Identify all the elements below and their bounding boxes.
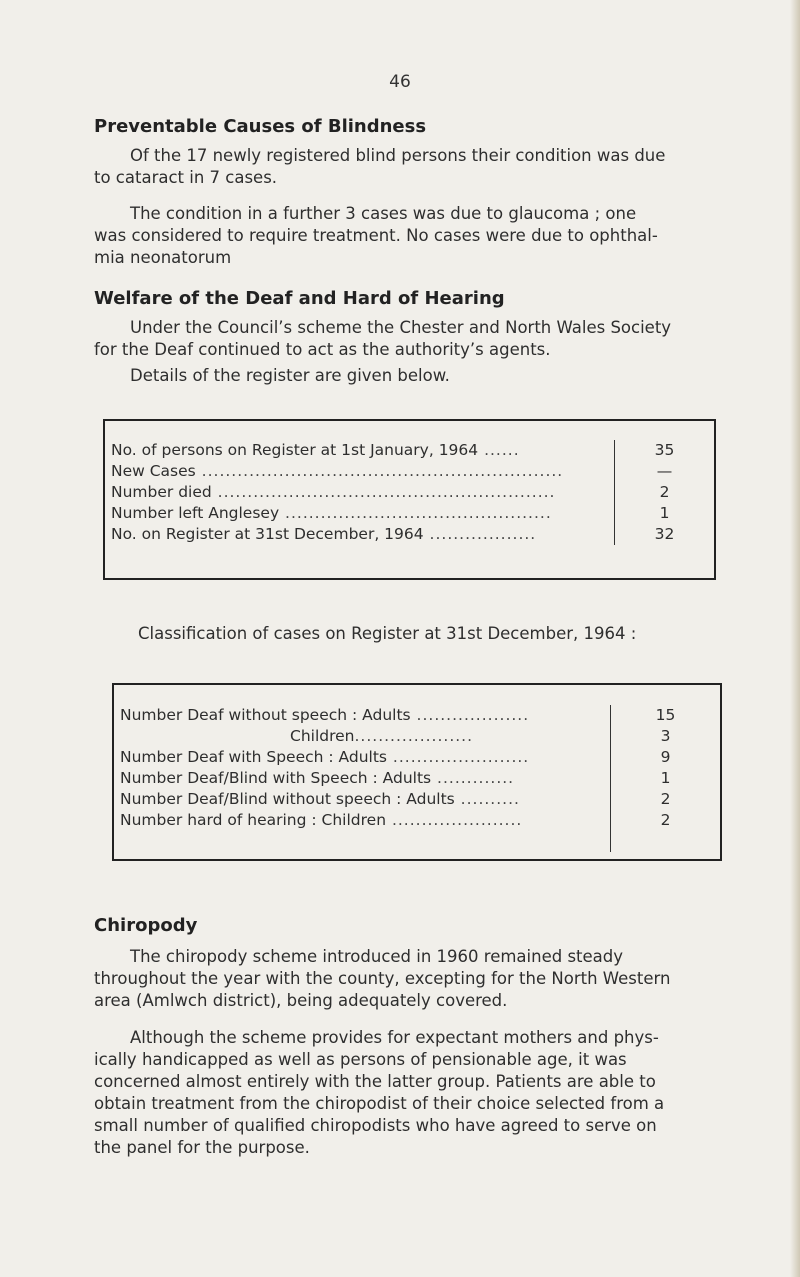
blindness-heading: Preventable Causes of Blindness [94, 116, 427, 137]
table-row [114, 810, 720, 831]
text-line: The condition in a further 3 cases was due to glaucoma ; one [130, 204, 637, 223]
classification-table-right-rule [720, 683, 722, 861]
row-label: Number left Anglesey [111, 504, 280, 522]
text-line: throughout the year with the county, excepting for the North Western [94, 969, 671, 988]
classification-caption [138, 623, 778, 645]
table-cell-value: 2 [660, 811, 671, 829]
chiropody-heading: Chiropody [94, 915, 198, 936]
text-line: Although the scheme provides for expectant mothers and phys- [130, 1028, 659, 1047]
row-label: Number hard of hearing : Children [120, 811, 387, 829]
text-line: area (Amlwch district), being adequately covered. [94, 991, 508, 1010]
table-cell-label: Number hard of hearing : Children ...................... [114, 810, 611, 831]
table-cell-value: 1 [660, 769, 671, 787]
table-cell-value: 3 [660, 727, 671, 745]
text-line: Classification of cases on Register at 31st December, 1964 : [138, 624, 637, 643]
register-table-top-rule [103, 419, 716, 421]
table-cell-value: 15 [655, 706, 676, 724]
table-cell-label: Number Deaf/Blind with Speech : Adults ............. [114, 768, 611, 789]
table-cell-value: 9 [660, 748, 671, 766]
chiropody-paragraph-1 [94, 946, 796, 1012]
text-line: small number of qualified chiropodists who have agreed to serve on [94, 1116, 657, 1135]
table-cell-label: Number left Anglesey ............................................. [105, 503, 615, 524]
register-table [105, 440, 714, 545]
text-line: the panel for the purpose. [94, 1138, 310, 1157]
table-cell-label: Number Deaf with Speech : Adults ....................... [114, 747, 611, 768]
table-cell-label: Number Deaf without speech : Adults ................... [114, 705, 611, 726]
table-cell-value: — [656, 462, 673, 480]
table-row [105, 440, 714, 461]
table-cell-label: No. on Register at 31st December, 1964 .................. [105, 524, 615, 545]
text-line: ically handicapped as well as persons of pensionable age, it was [94, 1050, 627, 1069]
table-row [114, 705, 720, 726]
table-row-spacer [114, 831, 720, 852]
row-label: Number Deaf/Blind without speech : Adults [120, 790, 455, 808]
chiropody-paragraph-2 [94, 1027, 796, 1159]
text-line: obtain treatment from the chiropodist of their choice selected from a [94, 1094, 665, 1113]
table-row [105, 461, 714, 482]
page-number: 46 [389, 72, 411, 92]
deaf-paragraph-2 [94, 365, 796, 387]
text-line: to cataract in 7 cases. [94, 168, 278, 187]
table-cell-label: No. of persons on Register at 1st January, 1964 ...... [105, 440, 615, 461]
row-label: Number died [111, 483, 212, 501]
classification-table-bottom-rule [112, 859, 722, 861]
table-row [114, 789, 720, 810]
row-label: New Cases [111, 462, 196, 480]
text-line: Details of the register are given below. [130, 366, 450, 385]
text-line: was considered to require treatment. No cases were due to ophthal- [94, 226, 658, 245]
text-line: Under the Council’s scheme the Chester and North Wales Society [130, 318, 672, 337]
table-row [105, 503, 714, 524]
row-label: Number Deaf/Blind with Speech : Adults [120, 769, 432, 787]
row-label: Number Deaf with Speech : Adults [120, 748, 387, 766]
blindness-paragraph-2 [94, 203, 796, 269]
table-cell-value: 35 [654, 441, 675, 459]
classification-table [114, 705, 720, 852]
table-cell-label: Children.................... [114, 726, 611, 747]
register-table-right-rule [714, 419, 716, 580]
deaf-heading: Welfare of the Deaf and Hard of Hearing [94, 288, 505, 309]
blindness-paragraph-1 [94, 145, 796, 189]
row-label: No. of persons on Register at 1st January, 1964 [111, 441, 479, 459]
register-table-bottom-rule [103, 578, 716, 580]
table-row [114, 747, 720, 768]
row-label: Children [290, 727, 355, 745]
table-row [105, 524, 714, 545]
table-cell-label: Number Deaf/Blind without speech : Adults .......... [114, 789, 611, 810]
text-line: The chiropody scheme introduced in 1960 remained steady [130, 947, 624, 966]
table-cell-value: 2 [659, 483, 670, 501]
text-line: mia neonatorum [94, 248, 232, 267]
table-row [114, 768, 720, 789]
text-line: concerned almost entirely with the latter group. Patients are able to [94, 1072, 656, 1091]
row-label: Number Deaf without speech : Adults [120, 706, 411, 724]
text-line: Of the 17 newly registered blind persons their condition was due [130, 146, 666, 165]
table-row [114, 726, 720, 747]
table-cell-value: 2 [660, 790, 671, 808]
table-cell-label: Number died ......................................................... [105, 482, 615, 503]
text-line: for the Deaf continued to act as the authority’s agents. [94, 340, 551, 359]
table-row [105, 482, 714, 503]
table-cell-label: New Cases ............................................................. [105, 461, 615, 482]
classification-table-top-rule [112, 683, 722, 685]
row-label: No. on Register at 31st December, 1964 [111, 525, 424, 543]
deaf-paragraph-1 [94, 317, 796, 361]
table-cell-value: 1 [659, 504, 670, 522]
table-cell-value: 32 [654, 525, 675, 543]
